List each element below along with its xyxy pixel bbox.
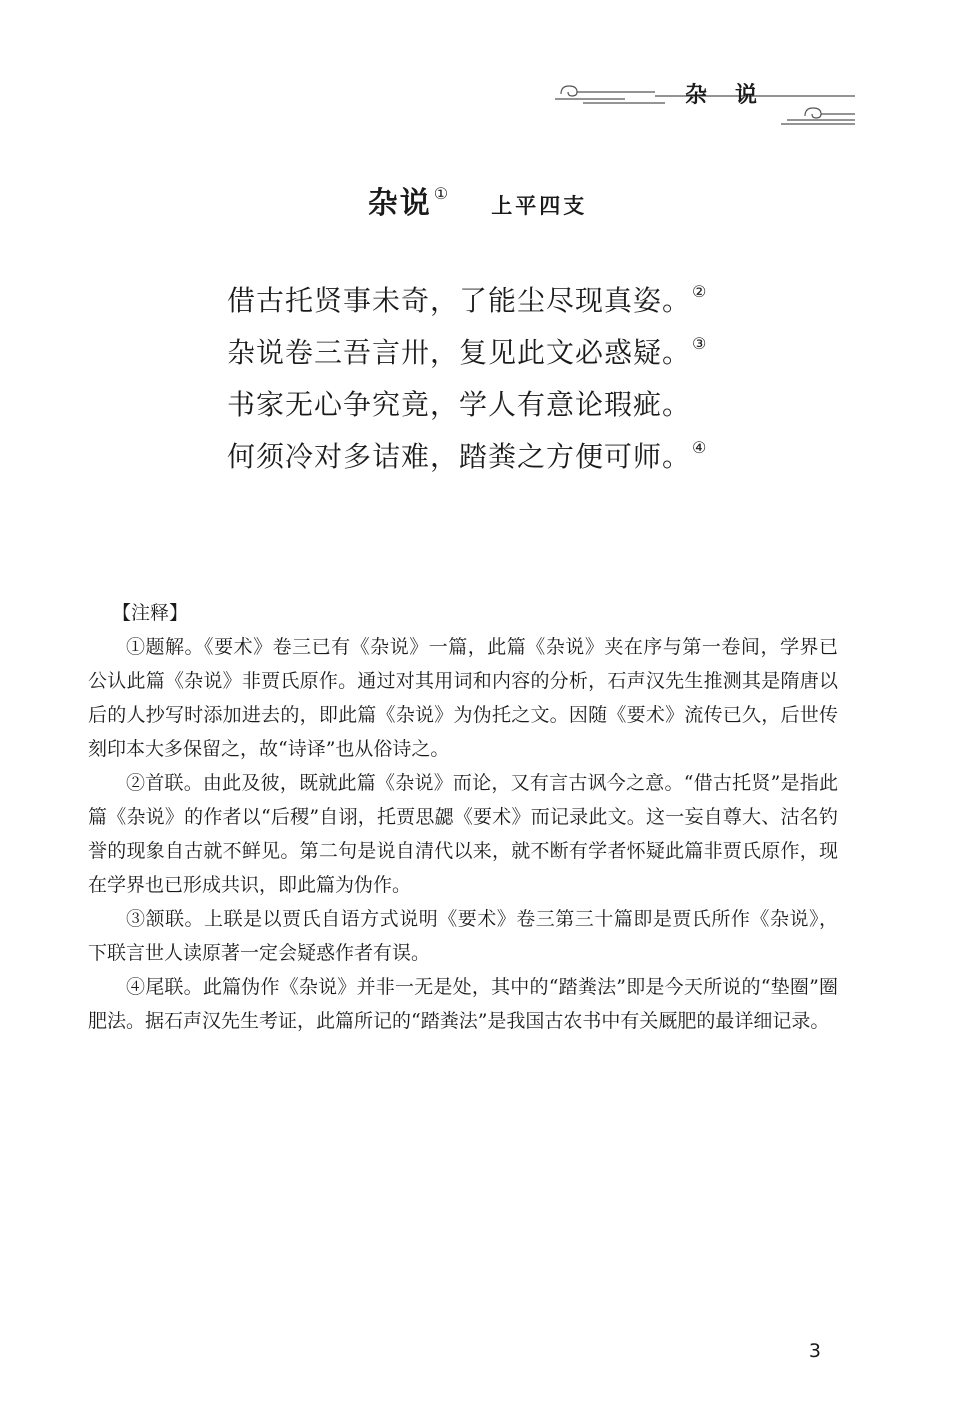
- poem-line-note-mark: ②: [692, 282, 708, 301]
- poem-line-text: 书家无心争究竟，学人有意论瑕疵。: [227, 388, 692, 421]
- poem-line: [227, 266, 787, 318]
- note-paragraph: ④尾联。此篇伪作《杂说》并非一无是处，其中的“踏粪法”即是今天所说的“垫圈”圈肥法。据石声汉先生考证，此篇所记的“踏粪法”是我国古农书中有关厩肥的最详细记录。: [88, 976, 838, 1032]
- notes-heading: 【注释】: [112, 602, 189, 624]
- title-line: [0, 178, 955, 222]
- note-paragraph: ①题解。《要术》卷三已有《杂说》一篇，此篇《杂说》夹在序与第一卷间，学界已公认此篇《杂说》非贾氏原作。通过对其用词和内容的分析，石声汉先生推测其是隋唐以后的人抄写时添加进去的，即此篇《杂说》为伪托之文。因随《要术》流传已久，后世传刻印本大多保留之，故“诗译”也从俗诗之。: [88, 636, 838, 760]
- poem-line-note-mark: ④: [692, 438, 708, 457]
- note-paragraph: ②首联。由此及彼，既就此篇《杂说》而论，又有言古讽今之意。“借古托贤”是指此篇《杂说》的作者以“后稷”自诩，托贾思勰《要术》而记录此文。这一妄自尊大、沽名钓誉的现象自古就不鲜见。第二句是说自清代以来，就不断有学者怀疑此篇非贾氏原作，现在学界也已形成共识，即此篇为伪作。: [88, 772, 838, 896]
- poem-line: [227, 370, 787, 422]
- poem-line: [227, 422, 787, 474]
- title-note-mark: ①: [433, 184, 449, 203]
- poem-line-text: 何须冷对多诘难，踏粪之方便可师。: [227, 440, 692, 473]
- rhyme-label: 上平四支: [491, 194, 588, 218]
- poem-line-note-mark: ③: [692, 334, 708, 353]
- poem-body: [227, 266, 787, 474]
- note-paragraph: ③颔联。上联是以贾氏自语方式说明《要术》卷三第三十篇即是贾氏所作《杂说》，下联言世人读原著一定会疑惑作者有误。: [88, 908, 838, 964]
- notes-section: [88, 596, 838, 1038]
- poem-line: [227, 318, 787, 370]
- running-header-title: 杂说: [684, 83, 785, 108]
- poem-line-text: 杂说卷三吾言卅，复见此文必惑疑。: [227, 336, 692, 369]
- poem-line-text: 借古托贤事未奇，了能尘尽现真姿。: [227, 284, 692, 317]
- page-number: 3: [808, 1340, 821, 1362]
- running-header: [555, 62, 855, 132]
- poem-title: 杂说: [367, 186, 432, 221]
